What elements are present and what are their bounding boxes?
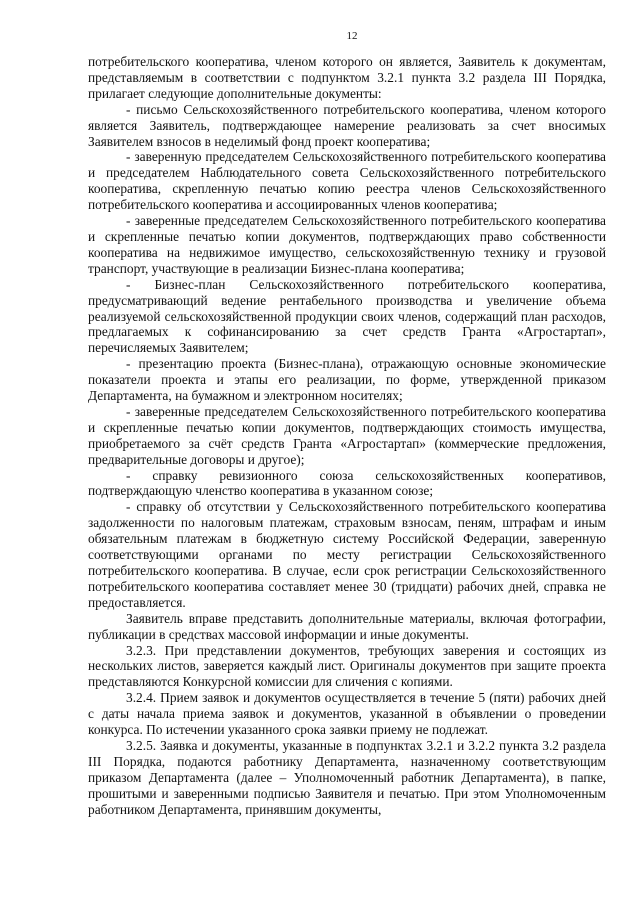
- list-item-registry: - заверенную председателем Сельскохозяйственного потребительского кооператива и председателем Наблюдательного совета Сельскохозяйственного потребительского кооператива, скрепленную печатью копию реестра членов Сельскохозяйственного потребительского кооператива и ассоциированных членов кооператива;: [88, 149, 606, 213]
- list-item-presentation: - презентацию проекта (Бизнес-плана), отражающую основные экономические показатели проекта и этапы его реализации, по форме, утвержденной приказом Департамента, на бумажном и электронном носителях;: [88, 356, 606, 404]
- document-body: [88, 54, 606, 818]
- list-item-no-debt-certificate: - справку об отсутствии у Сельскохозяйственного потребительского кооператива задолженности по налоговым платежам, страховым взносам, пеням, штрафам и иным обязательным платежам в бюджетную систему Российской Федерации, заверенную соответствующими органами по месту регистрации Сельскохозяйственного потребительского кооператива. В случае, если срок регистрации Сельскохозяйственного потребительского кооператива составляет менее 30 (тридцати) рабочих дней, справка не предоставляется.: [88, 499, 606, 610]
- list-item-business-plan: - Бизнес-план Сельскохозяйственного потребительского кооператива, предусматривающий ведение рентабельного производства и увеличение объема реализуемой сельскохозяйственной продукции своих членов, содержащий план расходов, предлагаемых к софинансированию за счет средств Гранта «Агростартап», перечисляемых Заявителем;: [88, 276, 606, 356]
- paragraph-3-2-4: 3.2.4. Прием заявок и документов осуществляется в течение 5 (пяти) рабочих дней с даты начала приема заявок и документов, указанной в объявлении о проведении конкурса. По истечении указанного срока заявки приему не подлежат.: [88, 690, 606, 738]
- paragraph-3-2-5: 3.2.5. Заявка и документы, указанные в подпунктах 3.2.1 и 3.2.2 пункта 3.2 раздела III Порядка, подаются работнику Департамента, назначенному соответствующим приказом Департамента (далее – Уполномоченный работник Департамента), в папке, прошитыми и заверенными подписью Заявителя и печатью. При этом Уполномоченным работником Департамента, принявшим документы,: [88, 737, 606, 817]
- list-item-letter: - письмо Сельскохозяйственного потребительского кооператива, членом которого является Заявитель, подтверждающее намерение реализовать за счет вносимых Заявителем взносов в неделимый фонд проект кооператива;: [88, 101, 606, 149]
- paragraph-intro: потребительского кооператива, членом которого он является, Заявитель к документам, представляемым в соответствии с подпунктом 3.2.1 пункта 3.2 раздела III Порядка, прилагает следующие дополнительные документы:: [88, 54, 606, 101]
- paragraph-3-2-3: 3.2.3. При представлении документов, требующих заверения и состоящих из нескольких листов, заверяется каждый лист. Оригиналы документов при защите проекта представляются Конкурсной комиссии для сличения с копиями.: [88, 642, 606, 690]
- list-item-property-documents: - заверенные председателем Сельскохозяйственного потребительского кооператива и скрепленные печатью копии документов, подтверждающих право собственности кооператива на недвижимое имущество, сельскохозяйственную технику и грузовой транспорт, участвующие в реализации Бизнес-плана кооператива;: [88, 213, 606, 276]
- paragraph-additional-materials: Заявитель вправе представить дополнительные материалы, включая фотографии, публикации в средствах массовой информации и иные документы.: [88, 610, 606, 642]
- page-number: 12: [346, 30, 358, 42]
- list-item-cost-documents: - заверенные председателем Сельскохозяйственного потребительского кооператива и скрепленные печатью копии документов, подтверждающих стоимость имущества, приобретаемого за счёт средств Гранта «Агростартап» (коммерческие предложения, предварительные договоры и другое);: [88, 403, 606, 467]
- list-item-audit-union: - справку ревизионного союза сельскохозяйственных кооперативов, подтверждающую членство кооператива в указанном союзе;: [88, 467, 606, 499]
